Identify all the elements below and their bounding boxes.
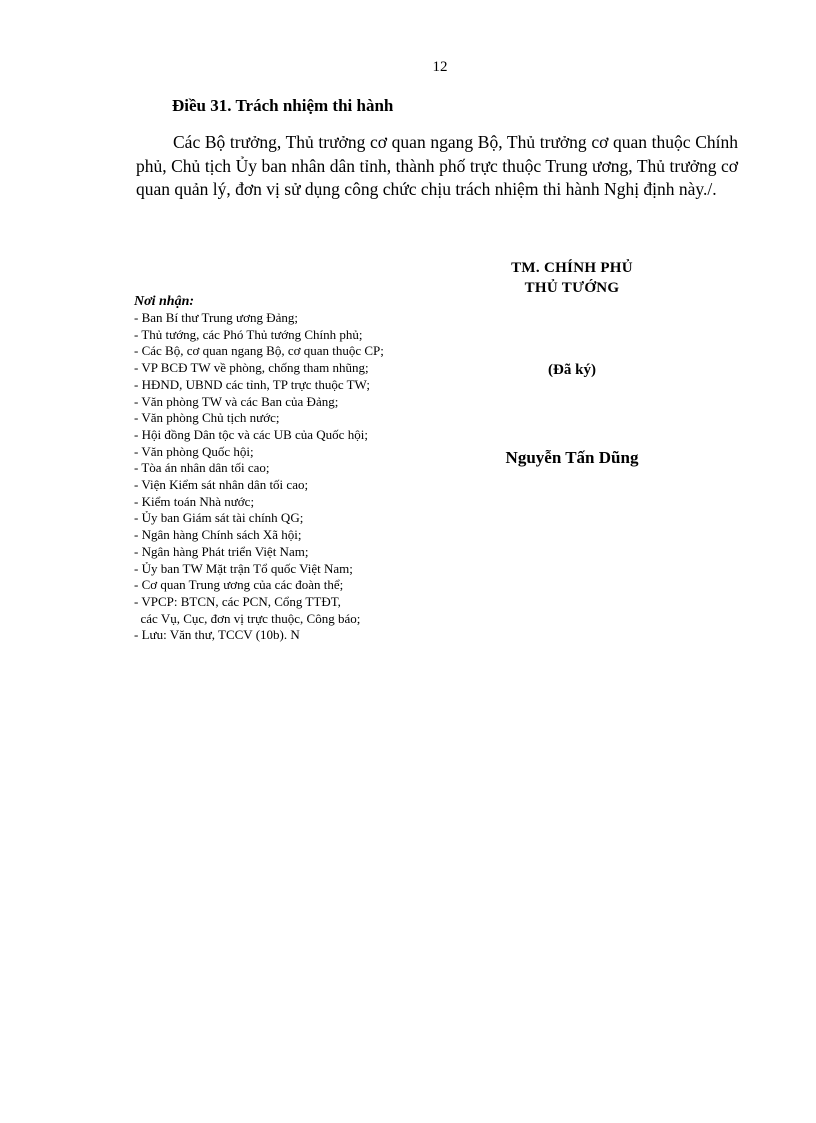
list-item: - VP BCĐ TW về phòng, chống tham nhũng;: [134, 360, 369, 376]
signature-block: [452, 258, 692, 298]
list-item: - Ban Bí thư Trung ương Đảng;: [134, 310, 298, 325]
list-item: - HĐND, UBND các tỉnh, TP trực thuộc TW;: [134, 376, 370, 392]
list-item: - Văn phòng TW và các Ban của Đảng;: [134, 393, 339, 409]
list-item: - Ngân hàng Phát triển Việt Nam;: [134, 543, 309, 559]
recipients-title: Nơi nhận:: [134, 294, 195, 309]
list-item: - Kiểm toán Nhà nước;: [134, 493, 255, 509]
article-body: Các Bộ trưởng, Thủ trưởng cơ quan ngang Bộ, Thủ trưởng cơ quan thuộc Chính phủ, Chủ tịch Ủy ban nhân dân tỉnh, thành phố trực thuộc Trung ương, Thủ trưởng cơ quan quản lý, đơn vị sử dụng công chức chịu trách nhiệm thi hành Nghị định này./.: [136, 132, 738, 199]
list-item: - Ủy ban Giám sát tài chính QG;: [134, 510, 304, 526]
list-item: - Lưu: Văn thư, TCCV (10b). N: [134, 627, 300, 643]
list-item: - Tòa án nhân dân tối cao;: [134, 460, 270, 476]
list-item: - Viện Kiểm sát nhân dân tối cao;: [134, 477, 309, 493]
recipient-list: [134, 310, 444, 644]
list-item: - Thủ tướng, các Phó Thủ tướng Chính phủ;: [134, 326, 363, 342]
recipients-section: [134, 293, 444, 644]
list-item: - Cơ quan Trung ương của các đoàn thể;: [134, 577, 344, 593]
list-item: - Ủy ban TW Mặt trận Tổ quốc Việt Nam;: [134, 560, 353, 576]
list-item: - VPCP: BTCN, các PCN, Cổng TTĐT,: [134, 593, 341, 609]
list-item: - Hội đồng Dân tộc và các UB của Quốc hội;: [134, 426, 368, 442]
signed-mark: (Đã ký): [548, 362, 596, 378]
list-item: - Ngân hàng Chính sách Xã hội;: [134, 527, 302, 543]
signer-name: Nguyễn Tấn Dũng: [505, 448, 639, 467]
article-heading: Điều 31. Trách nhiệm thi hành: [172, 96, 394, 115]
list-item: - Các Bộ, cơ quan ngang Bộ, cơ quan thuộc CP;: [134, 343, 384, 359]
list-item: các Vụ, Cục, đơn vị trực thuộc, Công báo;: [134, 610, 361, 626]
signature-title: THỦ TƯỚNG: [524, 280, 620, 296]
page-number: 12: [432, 59, 448, 75]
signature-authority: TM. CHÍNH PHỦ: [511, 260, 633, 276]
list-item: - Văn phòng Quốc hội;: [134, 443, 254, 459]
list-item: - Văn phòng Chủ tịch nước;: [134, 410, 280, 426]
